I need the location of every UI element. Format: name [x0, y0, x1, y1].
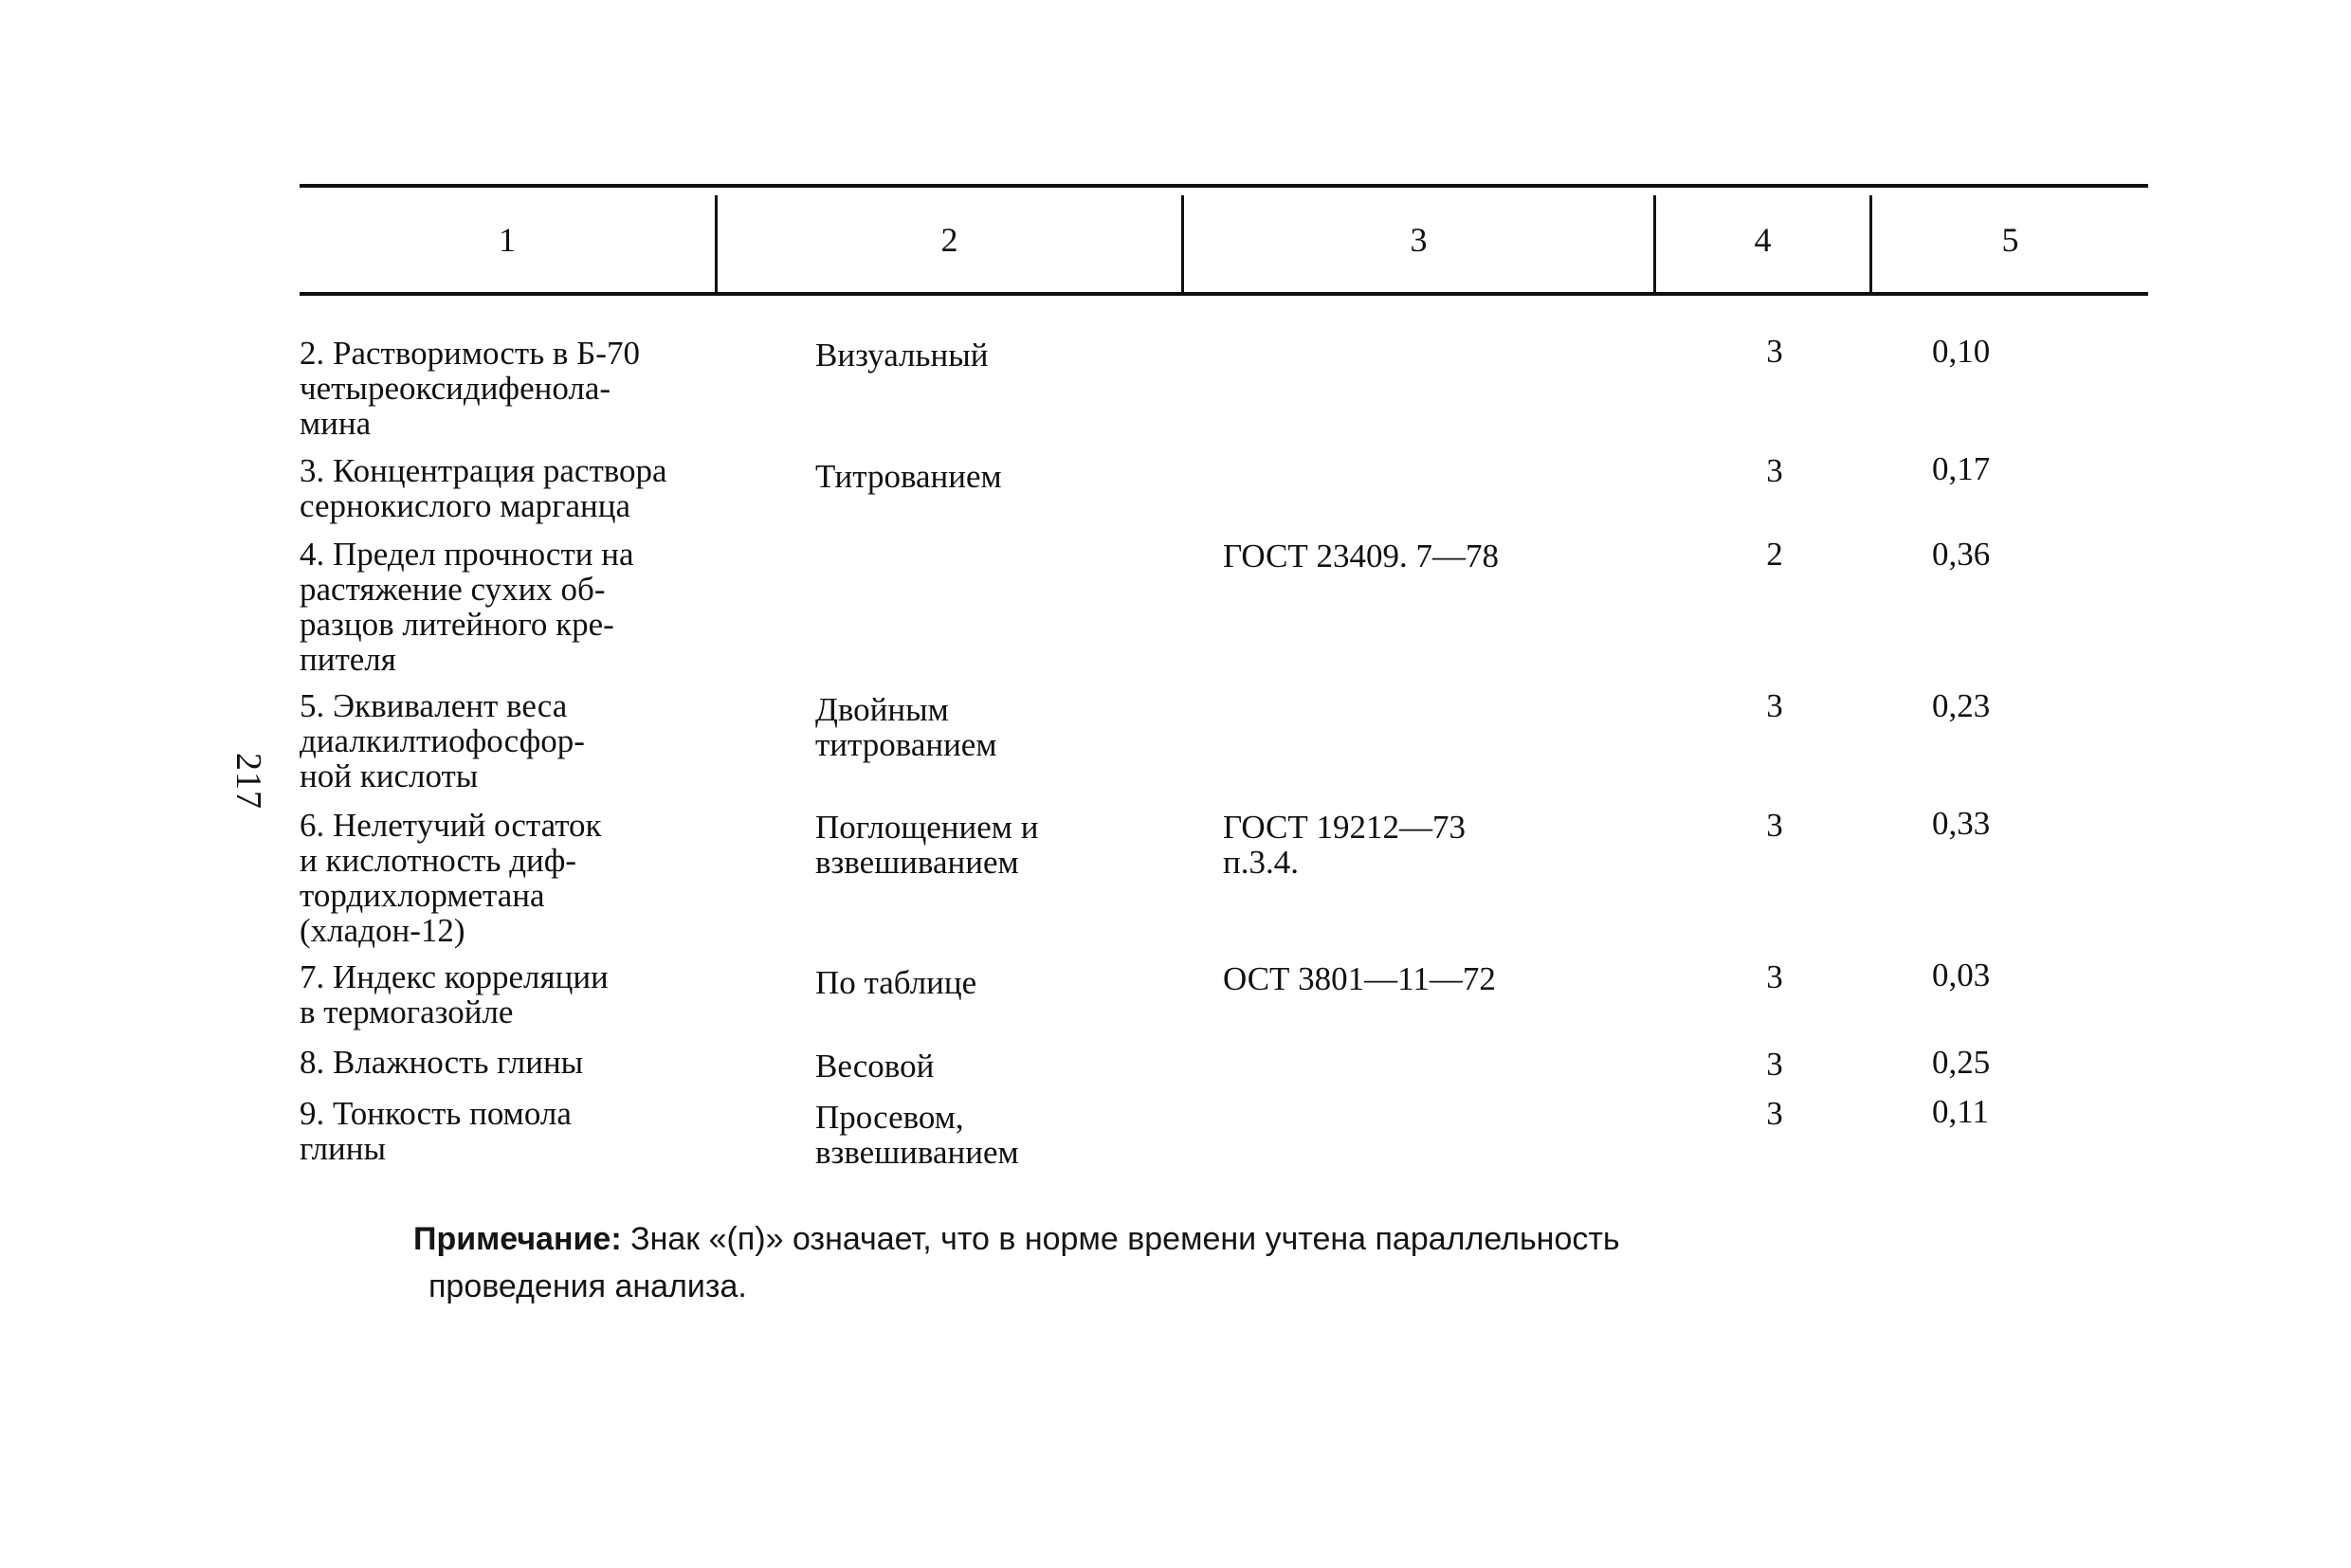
row-norm: 0,03	[1932, 957, 1991, 994]
row-standard: ГОСТ 19212—73 п.3.4.	[1223, 809, 1467, 881]
column-header-4: 4	[1754, 221, 1772, 259]
note-text: Знак «(п)» означает, что в норме времени учтена параллельность	[621, 1221, 1620, 1257]
row-category: 3	[1766, 333, 1783, 370]
row-category: 3	[1766, 1046, 1783, 1083]
note-text-continued: проведения анализа.	[428, 1268, 747, 1304]
table-note	[413, 1215, 1778, 1310]
row-category: 2	[1766, 536, 1783, 573]
row-parameter: 5. Эквивалент веса диалкилтиофосфор- ной кислоты	[300, 687, 585, 794]
row-parameter: 2. Растворимость в Б-70 четыреоксидифенола- мина	[300, 335, 640, 442]
column-header-2: 2	[940, 221, 958, 259]
table-header-rule	[300, 292, 2148, 296]
note-label: Примечание:	[413, 1221, 622, 1257]
row-category: 3	[1766, 958, 1783, 995]
row-category: 3	[1766, 687, 1783, 724]
row-category: 3	[1766, 452, 1783, 489]
row-parameter: 3. Концентрация раствора сернокислого марганца	[300, 452, 667, 524]
row-parameter: 7. Индекс корреляции в термогазойле	[300, 958, 609, 1030]
row-norm: 0,10	[1932, 333, 1991, 370]
column-header-1: 1	[499, 221, 516, 259]
row-parameter: 4. Предел прочности на растяжение сухих об- разцов литейного кре- пителя	[300, 536, 634, 678]
row-standard: ГОСТ 23409. 7—78	[1223, 538, 1500, 574]
row-method: Визуальный	[815, 337, 989, 374]
row-category: 3	[1766, 807, 1783, 844]
row-norm: 0,17	[1932, 450, 1991, 487]
row-category: 3	[1766, 1095, 1783, 1132]
page-number: 217	[228, 753, 268, 810]
row-method: Поглощением и взвешиванием	[815, 809, 1039, 881]
row-norm: 0,36	[1932, 536, 1991, 573]
row-method: По таблице	[815, 964, 977, 1001]
row-norm: 0,23	[1932, 687, 1991, 724]
row-method: Просевом, взвешиванием	[815, 1099, 1019, 1171]
row-standard: ОСТ 3801—11—72	[1223, 960, 1496, 997]
row-parameter: 8. Влажность глины	[300, 1044, 584, 1081]
row-norm: 0,33	[1932, 805, 1991, 842]
row-method: Весовой	[815, 1048, 935, 1085]
row-parameter: 9. Тонкость помола глины	[300, 1095, 572, 1167]
table-top-rule	[300, 184, 2148, 188]
column-header-3: 3	[1410, 221, 1428, 259]
row-norm: 0,25	[1932, 1044, 1991, 1081]
row-norm: 0,11	[1932, 1093, 1989, 1130]
column-header-5: 5	[2001, 221, 2019, 259]
row-method: Двойным титрованием	[815, 691, 997, 763]
row-parameter: 6. Нелетучий остаток и кислотность диф- тордихлорметана (хладон-12)	[300, 807, 602, 949]
row-method: Титрованием	[815, 458, 1002, 495]
